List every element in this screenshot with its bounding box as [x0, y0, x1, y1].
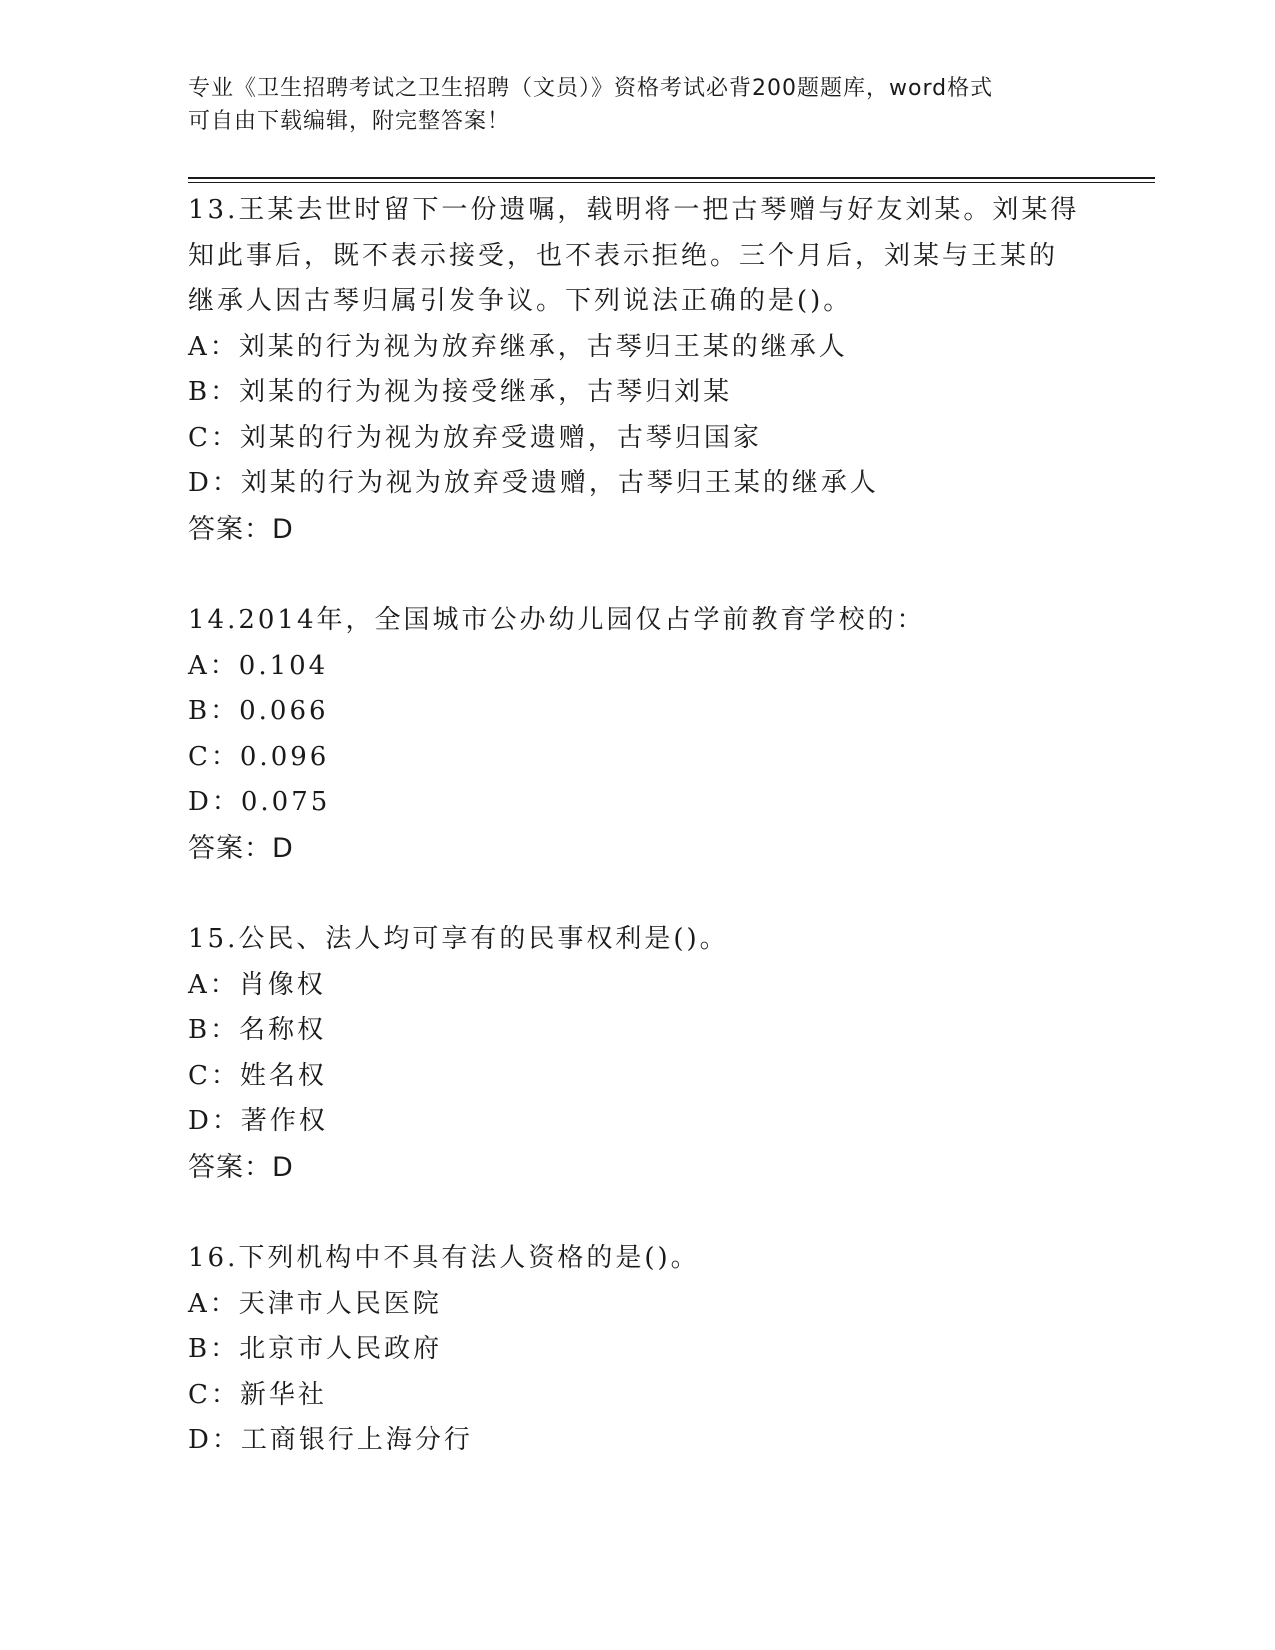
question-stem-line: 13.王某去世时留下一份遗嘱，载明将一把古琴赠与好友刘某。刘某得	[188, 195, 1080, 225]
option-a: A：天津市人民医院	[188, 1288, 442, 1319]
option-b: B：0.066	[188, 696, 329, 726]
question-13	[188, 188, 1088, 552]
option-d: D：0.075	[188, 787, 331, 817]
question-stem-line: 16.下列机构中不具有法人资格的是()。	[188, 1243, 700, 1273]
option-c: C：新华社	[188, 1379, 327, 1410]
header-divider-thin	[188, 182, 1155, 183]
question-15	[188, 917, 1088, 1190]
question-16	[188, 1236, 1088, 1464]
header-line-2: 可自由下载编辑，附完整答案！	[188, 109, 511, 134]
question-stem-line: 15.公民、法人均可享有的民事权利是()。	[188, 924, 729, 954]
question-list	[188, 188, 1088, 1510]
header-line-1: 专业《卫生招聘考试之卫生招聘（文员）》资格考试必背200题题库，word格式	[188, 76, 994, 101]
question-stem-line: 14.2014年，全国城市公办幼儿园仅占学前教育学校的：	[188, 605, 926, 635]
question-14	[188, 598, 1088, 871]
option-c: C：姓名权	[188, 1060, 327, 1091]
option-a: A：0.104	[188, 650, 329, 681]
question-stem-line: 继承人因古琴归属引发争议。下列说法正确的是()。	[188, 286, 853, 316]
question-stem-line: 知此事后，既不表示接受，也不表示拒绝。三个月后，刘某与王某的	[188, 240, 1059, 271]
option-a: A：肖像权	[188, 969, 326, 1000]
option-b: B：刘某的行为视为接受继承，古琴归刘某	[188, 377, 733, 407]
answer-label: 答案：D	[188, 513, 294, 545]
option-c: C：0.096	[188, 741, 330, 772]
option-b: B：名称权	[188, 1015, 327, 1045]
answer-label: 答案：D	[188, 1151, 294, 1183]
option-c: C：刘某的行为视为放弃受遗赠，古琴归国家	[188, 422, 762, 453]
option-b: B：北京市人民政府	[188, 1334, 443, 1364]
option-a: A：刘某的行为视为放弃继承，古琴归王某的继承人	[188, 331, 848, 362]
document-header	[188, 72, 1088, 138]
option-d: D：著作权	[188, 1106, 328, 1136]
header-divider-thick	[188, 177, 1155, 179]
option-d: D：刘某的行为视为放弃受遗赠，古琴归王某的继承人	[188, 468, 879, 498]
option-d: D：工商银行上海分行	[188, 1425, 473, 1455]
answer-label: 答案：D	[188, 832, 294, 864]
